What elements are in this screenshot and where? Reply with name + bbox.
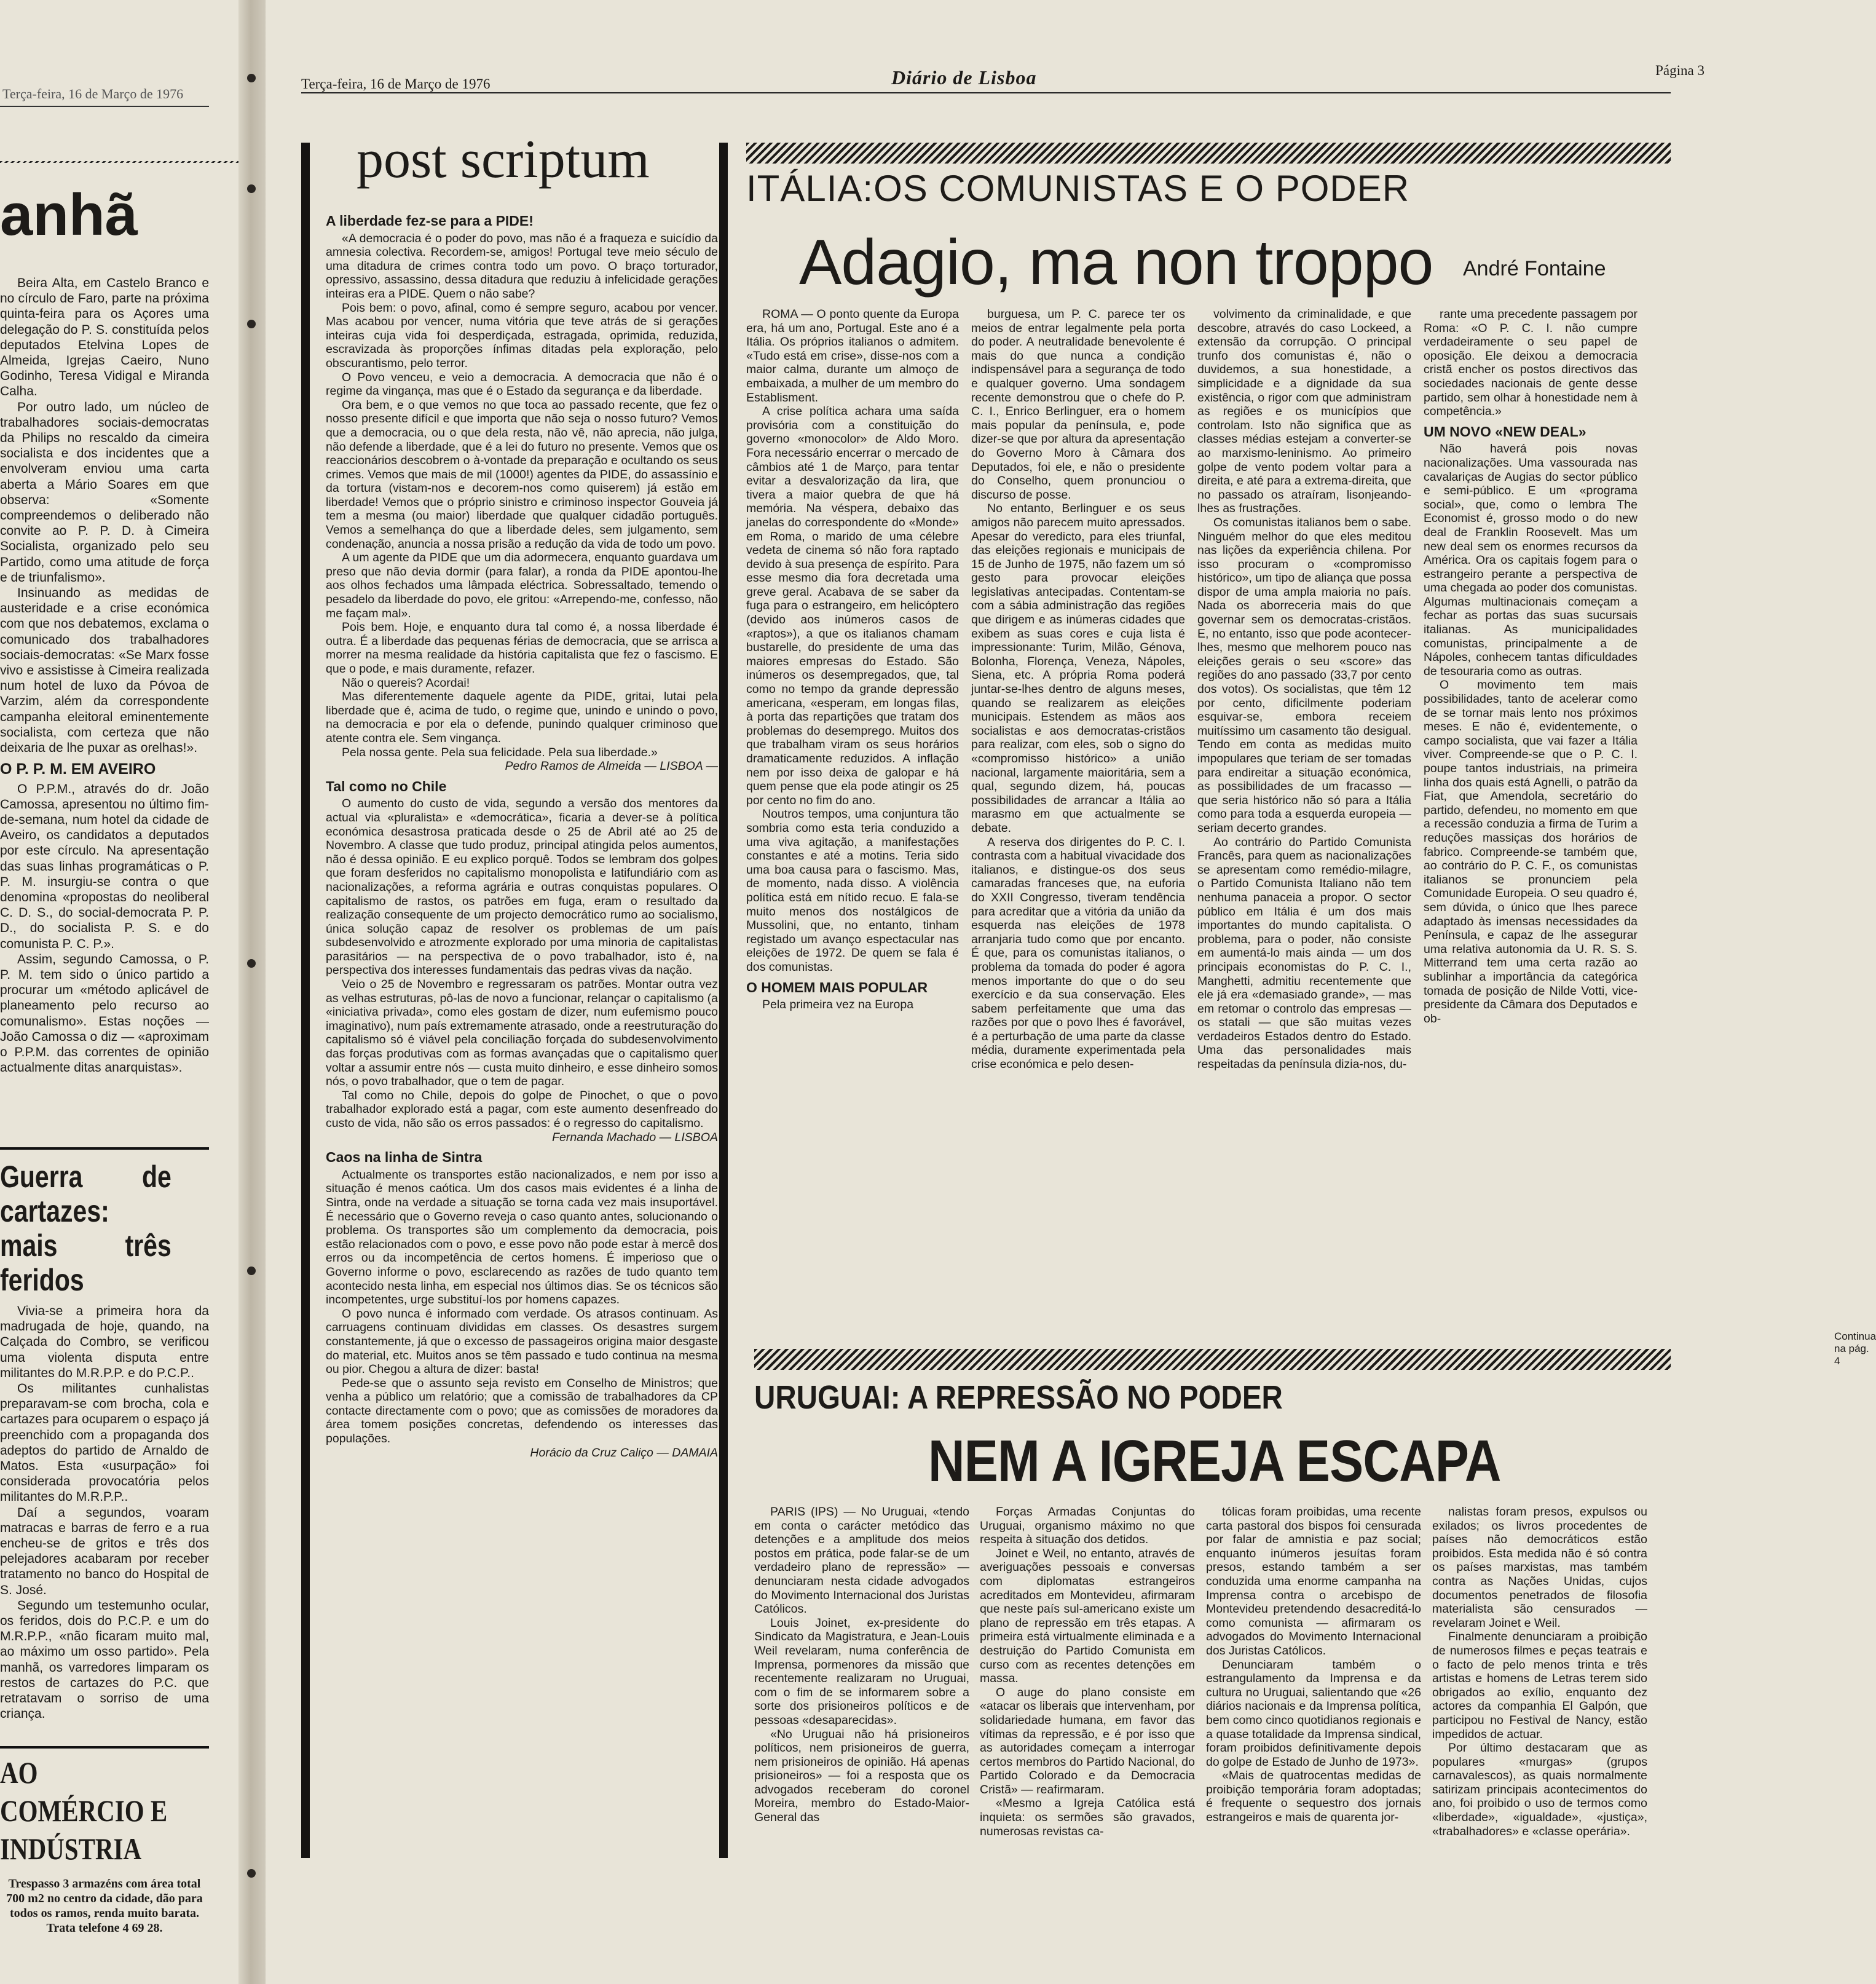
paragraph: «Mais de quatrocentas medidas de proibição temporária foram adoptadas; é frequente o sequestro dos jornais estrangeiros e mais de quarenta jor-	[1206, 1769, 1421, 1825]
paragraph: Insinuando as medidas de austeridade e a crise económica com que nos debatemos, exclama o comunicado dos trabalhadores sociais-democratas: «Se Marx fosse vivo e assistisse à Cimeira realizada num hotel de luxo da Póvoa de Varzim, além da correspondente campanha eleitoral eminentemente socialista, com certeza que não deixaria de lhe puxar as orelhas!».	[0, 586, 209, 756]
paragraph: «No Uruguai não há prisioneiros políticos, nem prisioneiros de guerra, nem prisioneiros de opinião. Há apenas prisioneiros» — foi a resposta que os advogados receberam do coronel Moreira, membro do Estado-Maior-General das	[754, 1727, 969, 1825]
italia-column-1	[746, 307, 959, 1316]
paragraph: A crise política achara uma saída provisória com a constituição do governo «monocolor» de Aldo Moro. Fora necessário encerrar o mercado de câmbios até 1 de Março, para tentar evitar a desvalorização da lira, que tivera a maior quebra de que há memória. Na véspera, debaixo das janelas do correspondente do «Monde» em Roma, o marido de uma célebre vedeta de cinema só não fora raptado devido à sua presença de espírito. Para esse mesmo dia fora decretada uma greve geral. Acabava de se saber da fuga para o estrangeiro, em helicóptero (devido aos inúmeros casos de «raptos»), a que os italianos chamam bustarelle, do presidente de uma das maiores empresas do Estado. São inúmeros os desempregados, que, tal como no tempo da grande depressão americana, «esperam, em longas filas, à porta das repartições que tratam dos problemas do desemprego. Muitos dos que trabalham viram os seus horários dramaticamente reduzidos. A inflação nem por isso deixa de galopar e há quem pense que ela pode atingir os 25 por cento no fim do ano.	[746, 405, 959, 807]
previous-page-date: Terça-feira, 16 de Março de 1976	[2, 86, 184, 101]
post-scriptum-title: post scriptum	[357, 130, 650, 189]
uruguai-column-4	[1432, 1505, 1647, 1935]
headline-fragment: anhã	[0, 182, 138, 248]
paragraph: O P.P.M., através do dr. João Camossa, apresentou no último fim-de-semana, num hotel da cidade de Aveiro, os candidatos a deputados por este círculo. Na apresentação das suas linhas programáticas o P. P. M. insurgiu-se contra o que denomina «propostas do neoliberal C. D. S., do social-democrata P. P. D., do socialista P. S. e do comunista P. C. P.».	[0, 781, 209, 951]
paragraph: Joinet e Weil, no entanto, através de averiguações pessoais e conversas com diplomatas estrangeiros acreditados em Montevideu, afirmaram que neste país sul-americano existe um plano de repressão em três etapas. A primeira está virtualmente eliminada e a destruição do Partido Comunista em curso com as recentes detenções em massa.	[980, 1546, 1195, 1686]
italia-column-4	[1424, 307, 1638, 1316]
ad-title: AO COMÉRCIO E INDÚSTRIA	[0, 1755, 168, 1866]
uruguai-column-1	[754, 1505, 969, 1935]
letter-headline: Tal como no Chile	[326, 778, 447, 794]
binding-hole	[247, 959, 256, 968]
paragraph: Veio o 25 de Novembro e regressaram os patrões. Montar outra vez as velhas estruturas, pô-las de novo a funcionar, relançar o capitalismo (a «iniciativa privada», como eles gostam de dizer, num eufemismo pouco imaginativo), num país extremamente atrasado, onde a reestruturação do capitalismo só é viável pela conciliação forçada do subdesenvolvimento das forças produtivas com as formas avançadas que o capitalismo quer voltar a assumir entre nós — custa muito dinheiro, e esse dinheiro somos nós, o povo trabalhador, que o tem de pagar.	[326, 978, 718, 1089]
paragraph: Ora bem, e o que vemos no que toca ao passado recente, que fez o nosso presente difícil e que importa que não seja o nosso futuro? Vemos que a democracia, ou o que dela resta, não vê, não aprecia, não julga, não defende a liberdade, que é a lei do futuro no presente. Vemos que os reaccionários descobrem o à-vontade da preparação e ocultando os seus crimes. Vemos que mais de mil (1000!) agentes da PIDE, do assassínio e da tortura (vistam-nos e decorem-nos como quiserem) já estão em liberdade! Vemos que o próprio sinistro e criminoso inspector Gouveia já tem a mesma (ou maior) liberdade que qualquer cidadão português. Vemos a semelhança do que a liberdade deles, sem julgamento, sem condenação, anuncia a nossa prisão a redução da vida de todo um povo.	[326, 398, 718, 551]
paragraph: Por outro lado, um núcleo de trabalhadores sociais-democratas da Philips no rescaldo da cimeira socialista e dos incidentes que a envolveram enviou uma carta aberta a Mário Soares em que observa: «Somente compreendemos o deliberado não convite ao P. P. D. à Cimeira Socialista, organizado pelo seu Partido, como uma atitude de força e de triunfalismo».	[0, 400, 209, 585]
italia-byline: André Fontaine	[1463, 257, 1606, 280]
uruguai-column-2	[980, 1505, 1195, 1935]
paragraph: «A democracia é o poder do povo, mas não é a fraqueza e suicídio da amnesia colectiva. Recordem-se, amigos! Portugal teve meio século de uma ditadura de crimes contra todo um povo. O braço torturador, opressivo, assassino, dessa ditadura que reduziu à infelicidade gerações inteiras era a PIDE. Quem o não sabe?	[326, 231, 718, 301]
uruguai-kicker: URUGUAI: A REPRESSÃO NO PODER	[754, 1379, 1283, 1416]
paragraph: Tal como no Chile, depois do golpe de Pinochet, o que o povo trabalhador explorado está a pagar, com este aumento desenfreado do custo de vida, não são os erros passados: é o regresso do capitalismo.	[326, 1088, 718, 1130]
uruguai-headline: NEM A IGREJA ESCAPA	[928, 1428, 1501, 1494]
paragraph: Pela primeira vez na Europa	[762, 998, 914, 1012]
paragraph: Não haverá pois novas nacionalizações. Uma vassourada nas cavalariças de Augias do sector público e semi-público. E um «programa social», que, como o lembra The Economist é, grosso modo o do new deal de Franklin Roosevelt. Mas um new deal sem os enormes recursos da América. Ora os capitais fogem para o estrangeiro perante a perspectiva de uma chegada ao poder dos comunistas. Algumas multinacionais começam a fechar as portas das suas sucursais italianas. As municipalidades comunistas, principalmente a de Nápoles, conhecem tantas dificuldades de tesouraria como as outras.	[1424, 442, 1638, 678]
italia-subhead: UM NOVO «NEW DEAL»	[1424, 423, 1586, 440]
masthead: Diário de Lisboa	[891, 66, 1037, 89]
binding-hole	[247, 320, 256, 328]
hatch-divider	[0, 161, 238, 163]
paragraph: Por último destacaram que as populares «murgas» (grupos carnavalescos), as quais normalmente satirizam principais acontecimentos do ano, foi proibido o uso de termos como «liberdade», «igualdade», «justiça», «trabalhadores» e «classe operária».	[1432, 1741, 1647, 1838]
paragraph: Não o quereis? Acordai!	[342, 676, 470, 690]
paragraph: A um agente da PIDE que um dia adormecera, enquanto guardava um preso que não devia dormir (para falar), a ronda da PIDE apontou-lhe aos olhos fechados uma lâmpada eléctrica. Sobressaltado, temendo o pesadelo da liberdade do povo, ele gritou: «Arrependo-me, confesso, não me façam mal».	[326, 551, 718, 620]
section-rule	[0, 1147, 209, 1150]
paragraph: Forças Armadas Conjuntas do Uruguai, organismo máximo no que respeita à situação dos detidos.	[980, 1505, 1195, 1547]
paragraph: Os comunistas italianos bem o sabe. Ninguém melhor do que eles meditou nas lições da experiência chilena. Por isso procuram o «compromisso histórico», um tipo de aliança que possa dispor de uma ampla maioria no país. Nada os aborreceria mais do que governar sem os democratas-cristãos. E, no entanto, isso que pode acontecer-lhes, mesmo que melhorem pouco nas eleições gerais o seu «score» das regiões do ano passado (33,7 por cento dos votos). Os socialistas, que têm 12 por cento, dificilmente poderiam esquivar-se, embora receiem muitíssimo um casamento tão desigual. Tendo em conta as medidas muito impopulares que teriam de ser tomadas para endireitar a situação económica, as possibilidades de um fracasso — que seria histórico não só para a Itália como para toda a esquerda europeia — seriam decerto grandes.	[1197, 515, 1411, 835]
binding-hole	[247, 1869, 256, 1878]
italia-headline: Adagio, ma non troppo	[799, 227, 1433, 298]
binding-hole	[247, 1267, 256, 1275]
previous-page	[0, 0, 238, 1984]
paragraph: Pois bem. Hoje, e enquanto dura tal como é, a nossa liberdade é outra. É a liberdade das pequenas férias de democracia, que se arrisca a morrer na mesma realidade da história capitalista que fez o fascismo. E que o pode, e mais duramente, refazer.	[326, 620, 718, 676]
paragraph: Pede-se que o assunto seja revisto em Conselho de Ministros; que venha a público um relatório; que a comissão de trabalhadores da CP contacte directamente com o povo; que as comissões de moradores da área tomem posições concretas, defendendo os interesses das populações.	[326, 1376, 718, 1446]
page-number: Página 3	[1655, 63, 1705, 78]
paragraph: volvimento da criminalidade, e que descobre, através do caso Lockeed, a extensão da corrupção. O principal trunfo dos comunistas é, não o duvidemos, a sua honestidade, a simplicidade e a dignidade da sua existência, o rigor com que administram as regiões e os municípios que controlam. Isto não significa que as classes médias estejam a converter-se ao marxismo-leninismo. Ao primeiro golpe de vento podem voltar para a direita, e até para a extrema-direita, que no passado os atraíram, lisonjeando-lhes as frustrações.	[1197, 307, 1411, 516]
hatch-banner	[754, 1349, 1671, 1370]
paragraph: Actualmente os transportes estão nacionalizados, e nem por isso a situação é menos caótica. Um dos casos mais evidentes é a linha de Sintra, onde na verdade a situação se torna cada vez mais insuportável. É necessário que o Governo reveja o caso quanto antes, solucionando o problema. Os transportes são um complemento da democracia, pois estão relacionados com o povo, e esse povo não pode estar à mercê dos erros ou da incompetência de certos homens. É imperioso que o Governo informe o povo, esclarecendo as razões de tudo quanto tem acontecido nesta linha, em especial nos últimos dias. Se os técnicos são incompetentes, urge substituí-los por homens capazes.	[326, 1168, 718, 1307]
paragraph: Noutros tempos, uma conjuntura tão sombria como esta teria conduzido a uma viva agitação, a manifestações constantes e até a motins. Teria sido uma boa causa para o fascismo. Mas, de momento, nada disso. A violência política está em nítido recuo. E fala-se muito menos dos nostálgicos de Mussolini, que, no entanto, tinham registado um avanço espectacular nas eleições de 1972. De quem se fala é dos comunistas.	[746, 807, 959, 974]
binding-hole	[247, 74, 256, 82]
letter-signature: Fernanda Machado — LISBOA	[552, 1130, 718, 1144]
column-rule	[719, 143, 728, 1858]
paragraph: Beira Alta, em Castelo Branco e no círculo de Faro, parte na próxima quinta-feira para os Açores uma delegação do P. S. constituída pelos deputados Etelvina Lopes de Almeida, Igrejas Caeiro, Nuno Godinho, Teresa Vidigal e Miranda Calha.	[0, 276, 209, 399]
paragraph: «Mesmo a Igreja Católica está inquieta: os sermões são gravados, numerosas revistas ca-	[980, 1796, 1195, 1838]
continuation-note: Continua na pág. 4	[1834, 1330, 1876, 1367]
paragraph: burguesa, um P. C. parece ter os meios de entrar legalmente pela porta do poder. A neutralidade benevolente é mais do que nunca a condição indispensável para a segurança de todo e qualquer governo. Uma sondagem recente demonstrou que o chefe do P. C. I., Enrico Berlinguer, era o homem mais popular da península, e, pode dizer-se que por altura da apresentação do Governo Moro à Câmara dos Deputados, foi ele, e não o presidente do Conselho, quem pronunciou o discurso de posse.	[971, 307, 1185, 502]
italia-column-2	[971, 307, 1185, 1316]
paragraph: nalistas foram presos, expulsos ou exilados; os livros procedentes de países não democráticos estão proibidos. Esta medida não é só contra os países marxistas, mas também contra as Nações Unidas, cujos documentos penetrados de filosofia materialista são censurados — revelaram Joinet e Weil.	[1432, 1505, 1647, 1630]
guerra-article	[0, 1156, 209, 1740]
italia-column-3	[1197, 307, 1411, 1316]
hatch-banner	[746, 143, 1671, 164]
header-rule	[301, 92, 1671, 93]
italia-subhead: O HOMEM MAIS POPULAR	[746, 979, 928, 995]
paragraph: tólicas foram proibidas, uma recente carta pastoral dos bispos foi censurada por falar de amnistia e paz social; enquanto inúmeros jesuítas foram presos, estando também a ser conduzida uma enorme campanha na Imprensa contra o arcebispo de Montevideu pretendendo desacreditá-lo como comunista — afirmaram os advogados do Movimento Internacional dos Juristas Católicos.	[1206, 1505, 1421, 1658]
paragraph: PARIS (IPS) — No Uruguai, «tendo em conta o carácter metódico das detenções e a amplitude dos meios postos em prática, pode falar-se de um verdadeiro plano de repressão» — denunciaram nesta cidade advogados do Movimento Internacional dos Juristas Católicos.	[754, 1505, 969, 1616]
column-rule	[301, 143, 310, 1858]
letter-signature: Horácio da Cruz Caliço — DAMAIA	[530, 1445, 718, 1460]
post-scriptum-column	[326, 208, 718, 1843]
paragraph: O movimento tem mais possibilidades, tanto de acelerar como de se tornar mais lento nos próximos meses. E não é, evidentemente, o campo socialista, que vai fazer a Itália viver. Compreende-se que o P. C. I. poupe tantos industriais, na primeira linha dos quais está Agnelli, o patrão da Fiat, que Amendola, secretário do partido, defendeu, no momento em que a recessão conduzia a firma de Turim a reduções massiças dos horários de fabrico. Compreende-se também que, ao contrário do P. C. F., os comunistas italianos se pronunciem pela Comunidade Europeia. O seu quadro é, sem dúvida, o único que lhes parece adaptado às imensas necessidades da Península, e capaz de lhe assegurar uma relativa autonomia da U. R. S. S. Mitterrand tem uma certa razão ao sublinhar a importância da categórica tomada de posição de Nilde Votti, vice-presidente da Câmara dos Deputados e ob-	[1424, 678, 1638, 1026]
italia-kicker: ITÁLIA:OS COMUNISTAS E O PODER	[746, 168, 1410, 209]
paragraph: O Povo venceu, e veio a democracia. A democracia que não é o regime da vingança, mas que é o Estado da segurança e da liberdade.	[326, 370, 718, 398]
previous-page-rule	[0, 106, 209, 107]
subhead-ppm: O P. P. M. EM AVEIRO	[0, 761, 156, 778]
letter-headline: A liberdade fez-se para a PIDE!	[326, 213, 534, 229]
binding-hole	[247, 184, 256, 193]
paragraph: Pela nossa gente. Pela sua felicidade. Pela sua liberdade.»	[342, 745, 658, 759]
letter-headline: Caos na linha de Sintra	[326, 1149, 483, 1166]
paragraph: Os militantes cunhalistas preparavam-se com brocha, cola e cartazes para ocuparem o espaço já preenchido com a propaganda dos adeptos do partido de Arnaldo de Matos. Esta «usurpação» foi considerada provocatória pelos militantes do M.R.P.P..	[0, 1381, 209, 1504]
paragraph: O povo nunca é informado com verdade. Os atrasos continuam. As carruagens continuam divididas em classes. Os desastres surgem constantemente, já que o excesso de passageiros origina maior desgaste do material, etc. Muitos anos se têm passado e tudo continua na mesma ou pior. Chegou a altura de dizer: basta!	[326, 1306, 718, 1377]
paragraph: Mas diferentemente daquele agente da PIDE, gritai, lutai pela liberdade que é, acima de tudo, o regime que, unindo e unindo o povo, na democracia e por ela o defende, punindo qualquer criminoso que atente contra ele. Sem vingança.	[326, 690, 718, 745]
paragraph: Denunciaram também o estrangulamento da Imprensa e da cultura no Uruguai, salientando que «26 diários nacionais e da Imprensa política, bem como cinco quotidianos regionais e a quase totalidade da Imprensa sindical, foram proibidos definitivamente depois do golpe de Estado de Junho de 1973».	[1206, 1658, 1421, 1769]
paragraph: Ao contrário do Partido Comunista Francês, para quem as nacionalizações se apresentam como remédio-milagre, o Partido Comunista Italiano não tem nenhuma panaceia a propor. O sector público em Itália é um dos mais importantes do mundo capitalista. O problema, para o poder, não consiste em aumentá-lo mais ainda — um dos principais economistas do P. C. I., Manghetti, admitiu recentemente que ele já era «demasiado grande», — mas em retomar o controlo das empresas — os statali — que são muitas vezes verdadeiros Estados dentro do Estado. Uma das personalidades mais respeitadas da península dizia-nos, du-	[1197, 835, 1411, 1072]
paragraph: Louis Joinet, ex-presidente do Sindicato da Magistratura, e Jean-Louis Weil revelaram, numa conferência de Imprensa, pormenores da missão que recentemente realizaram no Uruguai, com o fim de se informarem sobre a sorte dos prisioneiros políticos e de pessoas «desaparecidas».	[754, 1616, 969, 1727]
paragraph: A reserva dos dirigentes do P. C. I. contrasta com a habitual vivacidade dos italianos, e distingue-os dos seus camaradas franceses que, na euforia do XXII Congresso, tiveram tendência para acreditar que a vitória da união da esquerda nas eleições de 1978 arranjaria tudo como que por encanto. É que, para os comunistas italianos, o problema da tomada do poder é agora menos importante do que o do seu exercício e da sua conservação. Eles sabem perfeitamente que uma das razões por que o povo lhes é favorável, é a perturbação de uma parte da classe média, duramente experimentada pela crise económica e pelo desen-	[971, 835, 1185, 1072]
page-date: Terça-feira, 16 de Março de 1976	[301, 76, 491, 92]
previous-page-column-1	[0, 275, 209, 1146]
classified-ad	[0, 1746, 209, 1935]
paragraph: ROMA — O ponto quente da Europa era, há um ano, Portugal. Este ano é a Itália. Os próprios italianos o admitem. «Tudo está em crise», disse-nos com a maior calma, durante um almoço de embaixada, a mulher de um membro do Establisment.	[746, 307, 959, 405]
guerra-headline: Guerra de cartazes: mais três feridos	[0, 1160, 171, 1297]
paragraph: rante uma precedente passagem por Roma: «O P. C. I. não cumpre verdadeiramente o seu papel de oposição. Ele deixou a democracia cristã encher os postos directivos das sociedades nacionais de gente desse partido, sem olhar à honestidade nem à competência.»	[1424, 307, 1638, 419]
paragraph: O aumento do custo de vida, segundo a versão dos mentores da actual via «pluralista» e «democrática», ficaria a dever-se à política económica desastrosa praticada desde o 25 de Abril até ao 25 de Novembro. A classe que tudo produz, principal atingida pelos aumentos, não é dessa opinião. E eu explico porquê. Todos se lembram dos golpes que foram desferidos no capitalismo monopolista e latifundiário com as nacionalizações, a reforma agrária e outras conquistas populares. O capitalismo de rastos, os patrões em fuga, eram o resultado da realização consequente de um projecto democrático rumo ao socialismo, única solução capaz de resolver os problemas de um país subdesenvolvido e atrozmente explorado por uma minoria de capitalistas parasitários — na perspectiva de o povo trabalhador, isto é, na perspectiva dos interesses fundamentais das pedras vivas da nação.	[326, 797, 718, 978]
paragraph: O auge do plano consiste em «atacar os liberais que intervenham, por solidariedade humana, em favor das vítimas da repressão, e é por isso que as autoridades começam a interrogar certos membros do Partido Nacional, do Partido Colorado e da Democracia Cristã» — reafirmaram.	[980, 1685, 1195, 1796]
letter-signature: Pedro Ramos de Almeida — LISBOA —	[505, 759, 718, 773]
paragraph: No entanto, Berlinguer e os seus amigos não parecem muito apressados. Apesar do veredicto, para eles triunfal, das eleições regionais e municipais de 15 de Junho de 1975, não fazem um só gesto para provocar eleições legislativas antecipadas. Contentam-se com a sábia administração das regiões que dirigem e as inúmeras cidades que exibem as suas cores e cuja lista é impressionante: Turim, Milão, Génova, Bolonha, Florença, Veneza, Nápoles, Siena, etc. A própria Roma poderá juntar-se-lhes dentro de alguns meses, quando se realizarem as eleições municipais. Estendem as mãos aos socialistas e aos democratas-cristãos para realizar, com eles, sob o signo do «compromisso histórico» a união nacional, largamente maioritária, sem a qual, segundo dizem, há, poucas possibilidades de arrancar a Itália ao marasmo em que actualmente se debate.	[971, 502, 1185, 835]
paragraph: Assim, segundo Camossa, o P. P. M. tem sido o único partido a procurar um «método aplicável de planeamento pelo recurso ao comunalismo». Estas noções — João Camossa o diz — «aproximam o P.P.M. das correntes de opinião actualmente ditas anarquistas».	[0, 952, 209, 1075]
paragraph: Segundo um testemunho ocular, os feridos, dois do P.C.P. e um do M.R.P.P., «não ficaram muito mal, ao máximo um osso partido». Pela manhã, os varredores limparam os restos de cartazes do P.C. que retratavam o sorriso de uma criança.	[0, 1598, 209, 1721]
paragraph: Daí a segundos, voaram matracas e barras de ferro e a rua encheu-se de gritos e três dos pelejadores acabaram por receber tratamento no banco do Hospital de S. José.	[0, 1505, 209, 1597]
newspaper-page	[266, 0, 1876, 1984]
paragraph: Vivia-se a primeira hora da madrugada de hoje, quando, na Calçada do Combro, se verificou uma violenta disputa entre militantes do M.R.P.P. e do P.C.P..	[0, 1304, 209, 1380]
binding-gutter	[238, 0, 266, 1984]
paragraph: Finalmente denunciaram a proibição de numerosos filmes e peças teatrais e o facto de pelo menos trinta e três artistas e homens de Letras terem sido obrigados ao exílio, enquanto dez actores da companhia El Galpón, que participou no Festival de Nancy, estão impedidos de actuar.	[1432, 1630, 1647, 1741]
ad-text: Trespasso 3 armazéns com área total 700 m2 no centro da cidade, dão para todos os ramos, renda muito barata. Trata telefone 4 69 28.	[6, 1877, 203, 1935]
uruguai-column-3	[1206, 1505, 1421, 1935]
paragraph: Pois bem: o povo, afinal, como é sempre seguro, acabou por vencer. Mas acabou por vencer, numa vitória que teve atrás de si gerações inteiras cuja vida foi desperdiçada, estragada, oprimida, reduzida, escravizada às proporções ínfimas ditadas pela exploração, pelo obscurantismo, pelo terror.	[326, 301, 718, 370]
